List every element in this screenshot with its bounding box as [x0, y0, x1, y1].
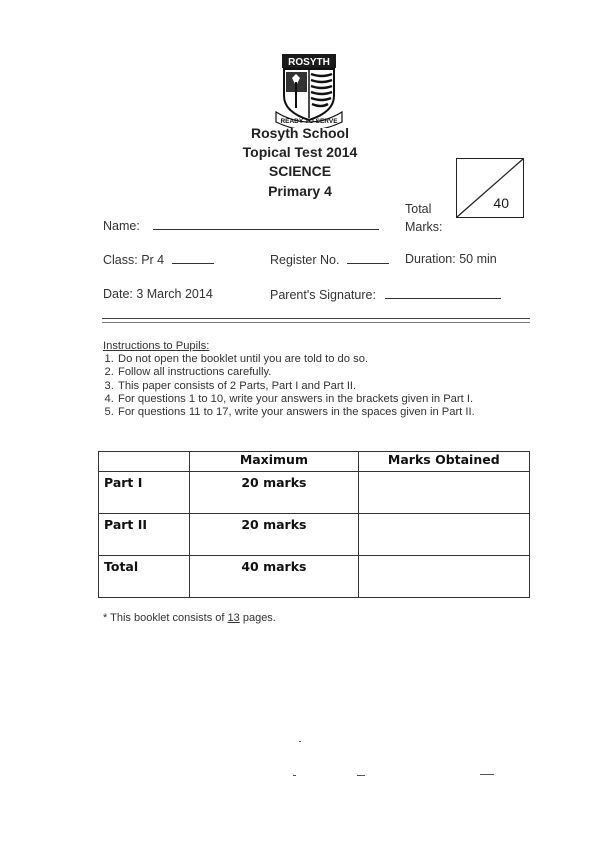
date-text: Date: 3 March 2014	[103, 287, 213, 301]
total-marks-value: 40	[493, 195, 509, 211]
instructions-section	[103, 340, 475, 419]
page-count: 13	[227, 612, 240, 624]
register-blank[interactable]	[347, 252, 389, 264]
register-field	[270, 252, 389, 267]
subject-title: SCIENCE	[268, 163, 332, 179]
footnote-prefix: * This booklet consists of	[103, 612, 228, 624]
header-cell-maximum: Maximum	[190, 452, 358, 472]
instruction-item: 1. Do not open the booklet until you are told to do so.	[117, 353, 475, 366]
class-field	[103, 252, 214, 267]
signature-blank[interactable]	[385, 287, 501, 299]
class-label: Class: Pr 4	[103, 253, 165, 267]
register-label: Register No.	[270, 253, 340, 267]
duration-text: Duration: 50 min	[405, 252, 497, 266]
table-header-row	[99, 452, 530, 472]
table-row	[99, 472, 530, 514]
part-cell: Total	[99, 556, 190, 598]
max-cell: 20 marks	[190, 514, 358, 556]
max-cell: 40 marks	[190, 556, 358, 598]
total-marks-box	[456, 158, 524, 218]
test-title: Topical Test 2014	[242, 144, 358, 160]
level-title: Primary 4	[268, 183, 332, 199]
footnote	[103, 612, 276, 624]
school-crest-logo	[272, 52, 346, 128]
instructions-title: Instructions to Pupils:	[103, 340, 210, 352]
school-name: Rosyth School	[250, 125, 349, 141]
name-blank[interactable]	[153, 218, 379, 230]
svg-text:READY TO SERVE: READY TO SERVE	[280, 118, 338, 125]
obtained-cell[interactable]	[358, 514, 529, 556]
table-row	[99, 514, 530, 556]
total-marks-label	[405, 200, 443, 236]
svg-text:ROSYTH: ROSYTH	[288, 57, 330, 68]
signature-field	[270, 287, 501, 302]
diagonal-slash	[457, 159, 523, 217]
name-field	[103, 218, 379, 233]
total-label-line1: Total	[405, 202, 432, 216]
instruction-item: 5. For questions 11 to 17, write your answers in the spaces given in Part II.	[117, 406, 475, 419]
obtained-cell[interactable]	[358, 472, 529, 514]
part-cell: Part I	[99, 472, 190, 514]
instruction-item: 4. For questions 1 to 10, write your answers in the brackets given in Part I.	[117, 393, 475, 406]
instruction-item: 2. Follow all instructions carefully.	[117, 366, 475, 379]
scan-speck	[299, 741, 301, 742]
divider-line-thin	[102, 322, 530, 323]
scan-speck	[480, 774, 494, 775]
signature-label: Parent's Signature:	[270, 288, 376, 302]
obtained-cell[interactable]	[358, 556, 529, 598]
instructions-list	[103, 353, 475, 419]
marks-table	[98, 451, 530, 598]
class-blank[interactable]	[172, 252, 214, 264]
footnote-suffix: pages.	[239, 612, 276, 624]
header-cell-marks-obtained: Marks Obtained	[358, 452, 529, 472]
part-cell: Part II	[99, 514, 190, 556]
header-cell-blank	[99, 452, 190, 472]
scan-speck	[357, 775, 365, 776]
instruction-item: 3. This paper consists of 2 Parts, Part I and Part II.	[117, 380, 475, 393]
table-row	[99, 556, 530, 598]
name-label: Name:	[103, 219, 140, 233]
max-cell: 20 marks	[190, 472, 358, 514]
total-label-line2: Marks:	[405, 220, 443, 234]
divider-line	[102, 318, 530, 319]
scan-speck	[293, 775, 296, 776]
